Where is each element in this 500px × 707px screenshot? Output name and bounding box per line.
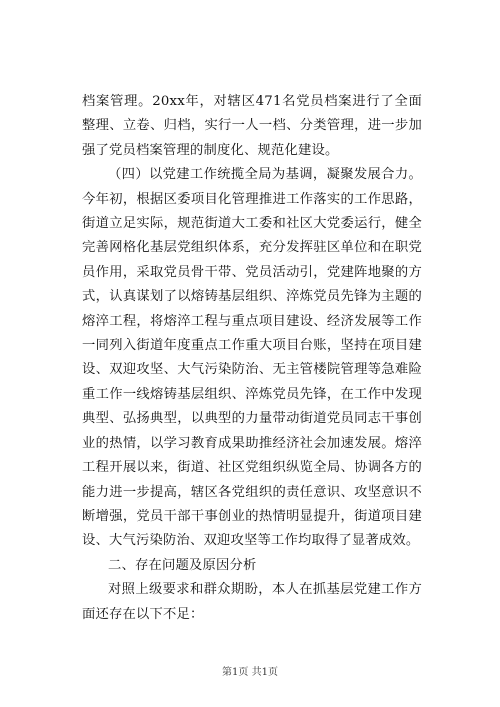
- section-heading-problems: 二、存在问题及原因分析: [108, 557, 257, 573]
- paragraph-party-building-overall: （四）以党建工作统揽全局为基调，凝聚发展合力。今年初，根据区委项目化管理推进工作落实的工作思路，街道立足实际，规范街道大工委和社区大党委运行，健全完善网格化基层党组织体系，充分发挥驻区单位和在职党员作用，采取党员骨干带、党员活动引，党建阵地聚的方式，认真谋划了以熔铸基层组织、淬炼党员先锋为主题的熔淬工程，将熔淬工程与重点项目建设、经济发展等工作一同列入街道年度重点工作重大项目台账，坚持在项目建设、双迎攻坚、大气污染防治、无主管楼院管理等急难险重工作一线熔铸基层组织、淬炼党员先锋，在工作中发现典型、弘扬典型，以典型的力量带动街道党员同志干事创业的热情，以学习教育成果助推经济社会加速发展。熔淬工程开展以来，街道、社区党组织纵览全局、协调各方的能力进一步提高，辖区各党组织的责任意识、攻坚意识不断增强，党员干部干事创业的热情明显提升，街道项目建设、大气污染防治、双迎攻坚等工作均取得了显著成效。: [82, 167, 422, 549]
- paragraph-shortcomings-intro: 对照上级要求和群众期盼，本人在抓基层党建工作方面还存在以下不足：: [82, 582, 422, 622]
- paragraph-archive-management: 档案管理。20xx年，对辖区471名党员档案进行了全面整理、立卷、归档，实行一人一档、分类管理，进一步加强了党员档案管理的制度化、规范化建设。: [82, 94, 422, 158]
- page-number-footer: 第1页 共1页: [222, 667, 278, 678]
- document-body: [82, 90, 422, 627]
